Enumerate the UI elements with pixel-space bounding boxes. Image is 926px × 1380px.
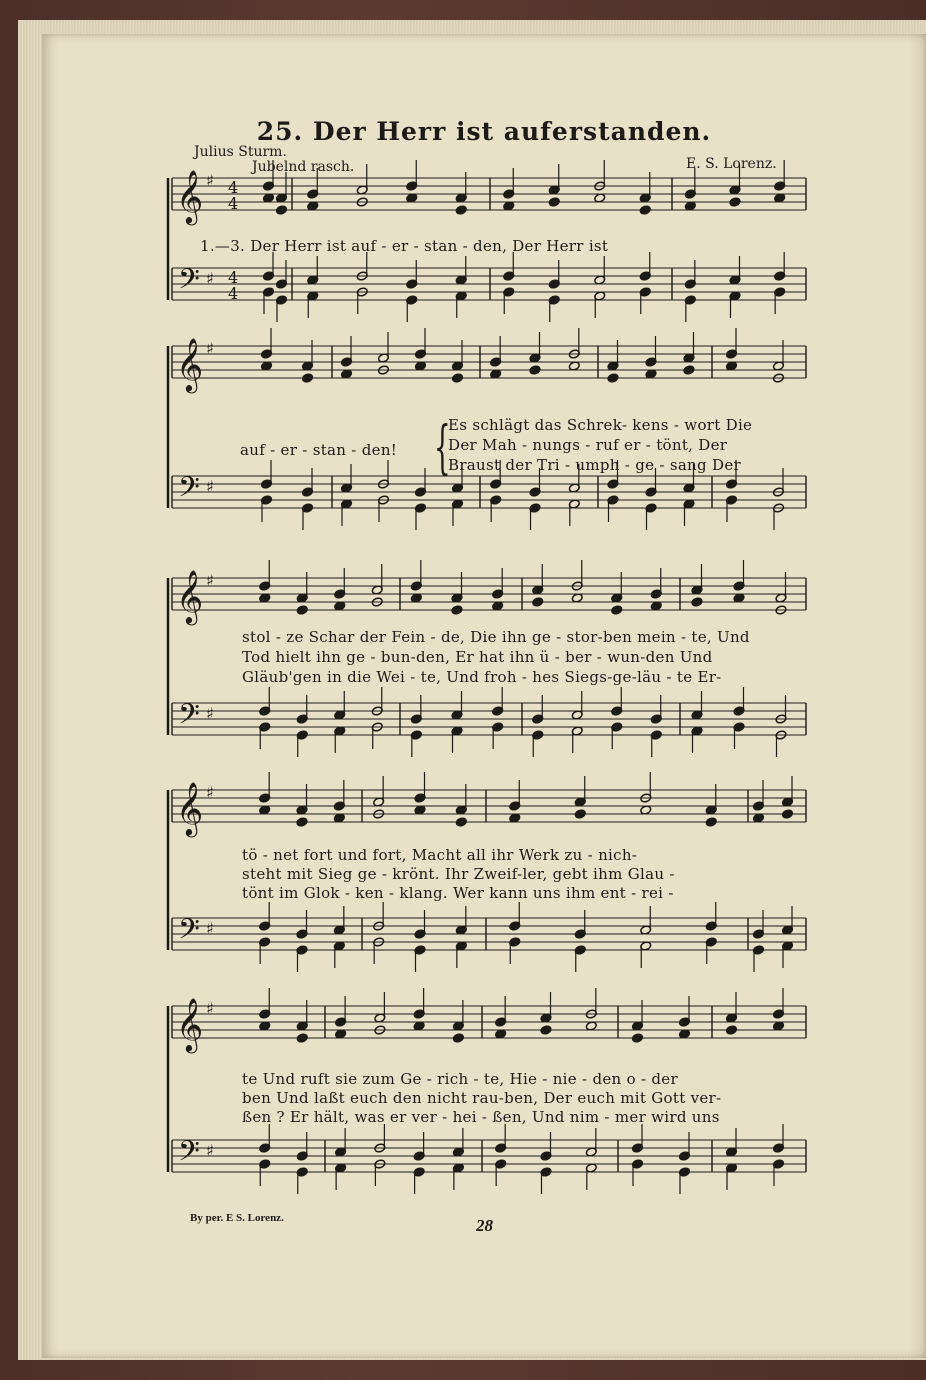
note-head	[729, 197, 741, 207]
lyricist-credit: Julius Sturm.	[194, 144, 287, 160]
key-signature-sharp: ♯	[206, 477, 214, 496]
note-head	[705, 817, 717, 827]
treble-clef: 𝄞	[176, 781, 204, 835]
key-signature-sharp: ♯	[206, 919, 214, 938]
lyrics-system-4-verse-1: tö - net fort und fort, Macht all ihr Werk zu - nich-	[242, 846, 638, 864]
treble-clef: 𝄞	[176, 169, 204, 223]
key-signature-sharp: ♯	[206, 571, 214, 590]
key-signature-sharp: ♯	[206, 1141, 214, 1160]
time-signature-bottom: 4	[228, 194, 239, 213]
key-signature-sharp: ♯	[206, 999, 214, 1018]
note-head	[302, 373, 314, 383]
lyrics-system-3-verse-1: stol - ze Schar der Fein - de, Die ihn ge - stor-ben mein - te, Und	[242, 628, 750, 646]
note-head	[455, 205, 467, 215]
note-head	[296, 605, 308, 615]
note-head	[296, 817, 308, 827]
composer-credit: E. S. Lorenz.	[686, 156, 777, 172]
lyrics-system-4-verse-3: tönt im Glok - ken - klang. Wer kann uns ihm ent - rei -	[242, 884, 674, 902]
time-signature-bottom: 4	[228, 284, 239, 303]
treble-clef: 𝄞	[176, 569, 204, 623]
lyrics-system-3-verse-2: Tod hielt ihn ge - bun-den, Er hat ihn ü - ber - wun-den Und	[242, 648, 713, 666]
treble-clef: 𝄞	[176, 337, 204, 391]
note-head	[452, 1033, 464, 1043]
bass-clef: 𝄢	[178, 263, 200, 303]
lyrics-system-4-verse-2: steht mit Sieg ge - krönt. Ihr Zweif-ler, gebt ihm Glau -	[242, 865, 675, 883]
note-head	[276, 205, 288, 215]
key-signature-sharp: ♯	[206, 704, 214, 723]
note-head	[726, 1025, 738, 1035]
note-head	[532, 597, 544, 607]
verse-brace: {	[434, 413, 451, 481]
bass-clef: 𝄢	[178, 913, 200, 953]
note-head	[452, 373, 464, 383]
note-head	[691, 597, 703, 607]
bass-clef: 𝄢	[178, 471, 200, 511]
note-head	[540, 1025, 552, 1035]
note-head	[529, 365, 541, 375]
lyrics-system-5-verse-3: ßen ? Er hält, was er ver - hei - ßen, Und nim - mer wird uns	[242, 1108, 720, 1126]
bass-clef: 𝄢	[178, 1135, 200, 1175]
note-head	[611, 605, 623, 615]
lyrics-system-2-verse-1: Es schlägt das Schrek- kens - wort Die	[448, 416, 753, 434]
lyrics-system-2-verse-3: Braust der Tri - umph - ge - sang Der	[448, 456, 741, 474]
lyrics-system-2-verse-2: Der Mah - nungs - ruf er - tönt, Der	[448, 436, 728, 454]
lyrics-system-5-verse-2: ben Und laßt euch den nicht rau-ben, Der euch mit Gott ver-	[242, 1089, 722, 1107]
permission-note: By per. E S. Lorenz.	[190, 1212, 284, 1224]
hymn-title: 25. Der Herr ist auferstanden.	[256, 117, 712, 146]
key-signature-sharp: ♯	[206, 783, 214, 802]
note-head	[782, 809, 794, 819]
time-signature-top: 4	[228, 268, 239, 287]
treble-clef: 𝄞	[176, 997, 204, 1051]
lyrics-system-5-verse-1: te Und ruft sie zum Ge - rich - te, Hie - nie - den o - der	[242, 1070, 678, 1088]
tempo-marking: Jubelnd rasch.	[252, 159, 355, 175]
page-number: 28	[476, 1216, 493, 1235]
note-head	[683, 365, 695, 375]
key-signature-sharp: ♯	[206, 269, 214, 288]
key-signature-sharp: ♯	[206, 339, 214, 358]
note-head	[455, 817, 467, 827]
bass-clef: 𝄢	[178, 698, 200, 738]
lyrics-system-2-lead: auf - er - stan - den!	[240, 441, 398, 459]
lyrics-system-1: 1.—3. Der Herr ist auf - er - stan - den, Der Herr ist	[200, 237, 609, 255]
time-signature-top: 4	[228, 178, 239, 197]
note-head	[296, 1033, 308, 1043]
lyrics-system-3-verse-3: Gläub'gen in die Wei - te, Und froh - hes Siegs-ge-läu - te Er-	[242, 668, 722, 686]
note-head	[607, 373, 619, 383]
note-head	[639, 205, 651, 215]
key-signature-sharp: ♯	[206, 171, 214, 190]
note-head	[548, 197, 560, 207]
note-head	[451, 605, 463, 615]
note-head	[574, 809, 586, 819]
note-head	[632, 1033, 644, 1043]
